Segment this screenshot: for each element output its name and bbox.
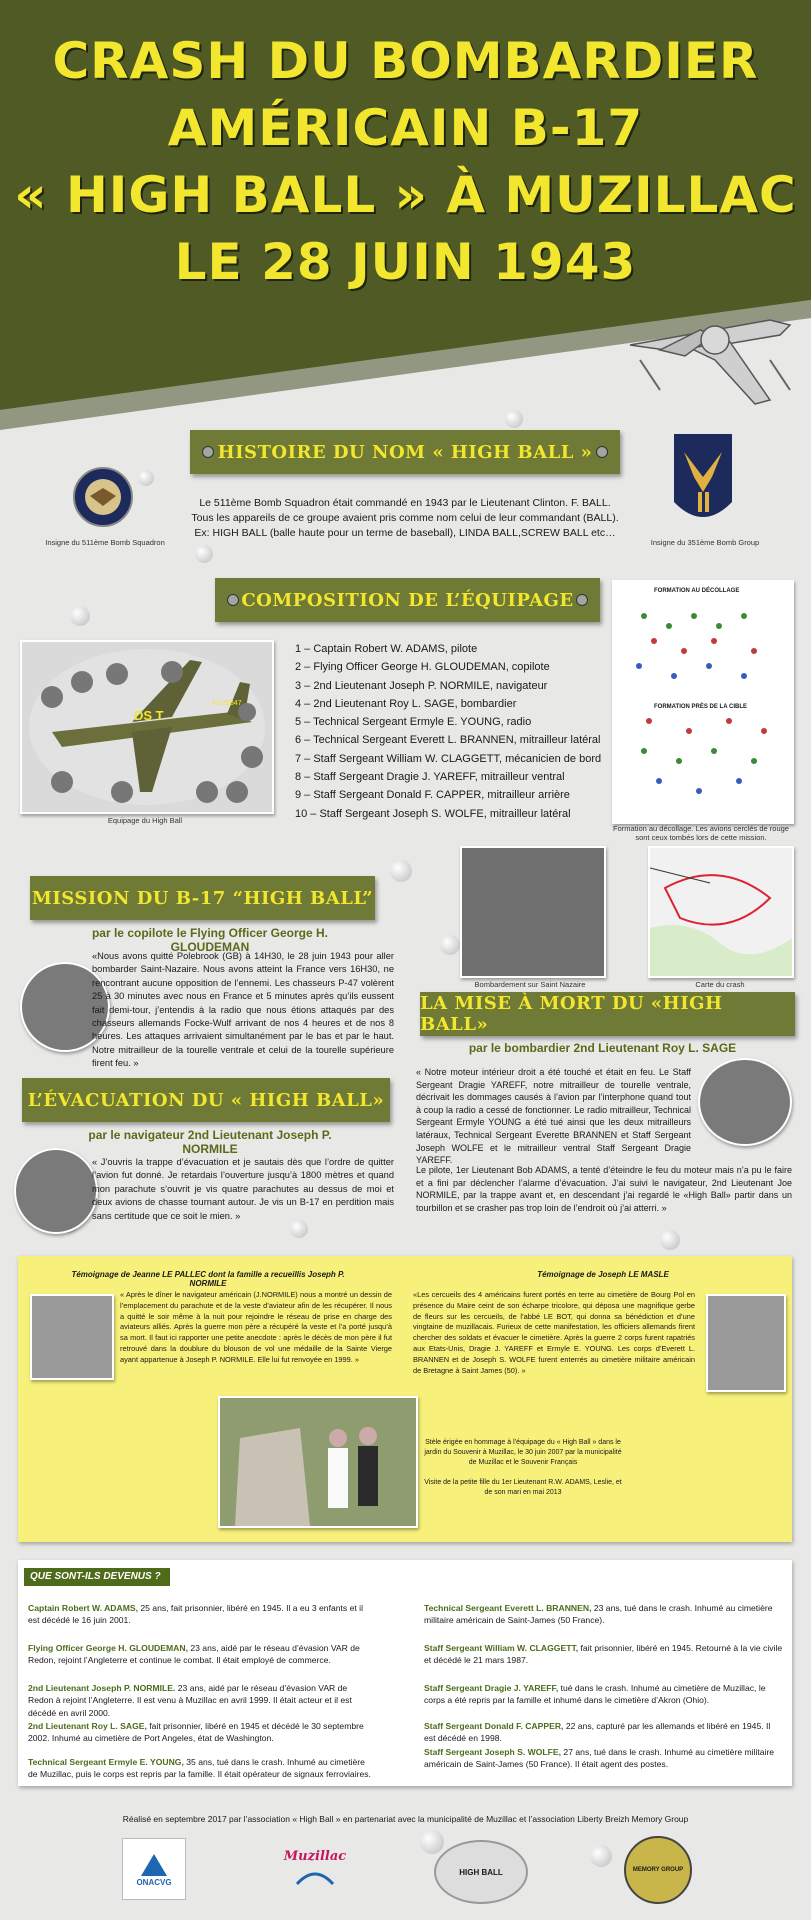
footer-credit: Réalisé en septembre 2017 par l’association « High Ball » en partenariat avec la municipalité de Muzillac et l’association Liberty Breizh Memory Group bbox=[122, 1814, 689, 1824]
bubble-decoration bbox=[195, 545, 213, 563]
stele-drawing bbox=[220, 1398, 416, 1526]
le-masle-photo bbox=[706, 1294, 786, 1392]
histoire-line: Tous les appareils de ce groupe avaient pris comme nom celui de leur commandant (BALL). bbox=[191, 512, 619, 524]
histoire-heading: HISTOIRE DU NOM « HIGH BALL » bbox=[217, 441, 593, 463]
crew-photo bbox=[20, 640, 274, 814]
crew-member: 10 – Staff Sergeant Joseph S. WOLFE, mitrailleur latéral bbox=[295, 807, 571, 820]
crew-member: 8 – Staff Sergeant Dragie J. YAREFF, mitrailleur ventral bbox=[295, 771, 565, 784]
title-line: LE 28 JUIN 1943 bbox=[174, 233, 637, 291]
right-testimony-title: Témoignage de Joseph LE MASLE bbox=[537, 1270, 669, 1279]
muzillac-emblem-icon bbox=[295, 1864, 335, 1888]
mise-a-mort-heading: LA MISE À MORT DU «HIGH BALL» bbox=[420, 993, 723, 1035]
memory-group-logo bbox=[624, 1836, 692, 1904]
visit-caption: Visite de la petite fille du 1er Lieutenant R.W. ADAMS, Leslie, et de son mari en mai 2013 bbox=[424, 1479, 622, 1496]
fate-text: fait prisonnier, libéré en 1945. Retourné à la vie civile et décédé le 21 mars 1987. bbox=[424, 1643, 783, 1666]
crew-member: 6 – Technical Sergeant Everett L. BRANNEN, mitrailleur latéral bbox=[295, 734, 601, 747]
what-became-panel bbox=[18, 1560, 792, 1786]
stele-photo bbox=[218, 1396, 418, 1528]
bubble-decoration bbox=[138, 470, 154, 486]
fate-item bbox=[28, 1682, 373, 1719]
bubble-decoration bbox=[660, 1230, 680, 1250]
equipage-banner bbox=[215, 578, 600, 622]
fate-text: fait prisonnier, libéré en 1945 et décédé le 30 septembre 2002. Inhumé au cimetière de Port Angeles, état de Washington. bbox=[28, 1721, 364, 1744]
crew-member: 9 – Staff Sergeant Donald F. CAPPER, mitrailleur arrière bbox=[295, 789, 570, 802]
saint-nazaire-photo bbox=[460, 846, 606, 978]
plane-marking: DS T bbox=[134, 708, 164, 723]
crew-list bbox=[295, 640, 601, 823]
title-line: AMÉRICAIN B-17 bbox=[167, 99, 644, 157]
fate-text: tué dans le crash. Inhumé au cimetière de Muzillac, le corps a été repris par la famille et inhumé dans le cimetière d’Akron (Ohio). bbox=[424, 1683, 766, 1706]
fate-name: Captain Robert W. ADAMS, bbox=[28, 1603, 138, 1613]
fate-text: 23 ans, aidé par le réseau d’évasion VAR de Redon à rejoint l’Angleterre. Il est venu à Muzillac en avril 1999. Il était acteur et il est décédé en avril 2000. bbox=[28, 1683, 352, 1718]
crew-photo-caption: Equipage du High Ball bbox=[107, 816, 183, 825]
fate-text: 35 ans, tué dans le crash. Inhumé au cimetière de Muzillac, puis le corps est repris par la famille. Il était opérateur de signaux ferroviaires. bbox=[28, 1757, 371, 1780]
fate-name: Technical Sergeant Everett L. BRANNEN, bbox=[424, 1603, 592, 1613]
sage-portrait bbox=[698, 1058, 792, 1146]
mise-a-mort-text1: « Notre moteur intérieur droit a été touché et était en feu. Le Staff Sergeant Dragie YAREFF, notre mitrailleur de tourelle ventrale, décrivait les dommages causés à l’avion par l’interphone quand tout à coup la radio a cessé de fonctionner. Le radio mitrailleur, Technical Sergeant Ermyle YOUNG a été tué ainsi que les deux mitrailleurs latéraux, Technical Sergeant Everette BRANNEN et Staff Sergeant Joseph WOLFE et le mitrailleur ventral Staff Sergeant Dragie YAREFF. bbox=[416, 1067, 691, 1166]
bubble-decoration bbox=[590, 1845, 612, 1867]
crash-map-drawing bbox=[650, 848, 792, 976]
fate-name: 2nd Lieutenant Joseph P. NORMILE. bbox=[28, 1683, 176, 1693]
fate-name: Flying Officer George H. GLOUDEMAN, bbox=[28, 1643, 188, 1653]
left-testimony-text: « Après le dîner le navigateur américain (J.NORMILE) nous a montré un dessin de l’emplacement du parachute et de la veste d’aviateur afin de les récupérer. Il nous a quitté le soir même à la nuit pour rejoindre le réseau de prise en charge des aviateurs alliés. Après la guerre mon père a récupéré la veste et l’a porté jusqu’à sa mort. Il faut ici rapporter une petite anecdote : après le décès de mon père il fut retrouvé dans la doublure du blouson de vol une médaille de la Sainte Vierge ayant appartenue à Joseph P. NORMILE. Elle lui fut renvoyée en 1999. » bbox=[120, 1290, 392, 1364]
crash-map bbox=[648, 846, 794, 978]
onacvg-logo bbox=[122, 1838, 186, 1900]
crew-member: 7 – Staff Sergeant William W. CLAGGETT, mécanicien de bord bbox=[295, 752, 602, 765]
testimonies-panel bbox=[18, 1256, 792, 1542]
histoire-text bbox=[180, 496, 630, 541]
crew-member: 3 – 2nd Lieutenant Joseph P. NORMILE, navigateur bbox=[295, 679, 548, 692]
crew-member: 4 – 2nd Lieutenant Roy L. SAGE, bombardier bbox=[295, 697, 517, 710]
formation-mid-label: FORMATION PRÈS DE LA CIBLE bbox=[654, 704, 747, 710]
mission-subtitle: par le copilote le Flying Officer George H. GLOUDEMAN bbox=[91, 926, 329, 954]
title-line: CRASH DU BOMBARDIER bbox=[52, 32, 759, 90]
bubble-decoration bbox=[70, 606, 90, 626]
memory-group-logo-text: MEMORY GROUP bbox=[632, 1867, 684, 1873]
histoire-line: Le 511ème Bomb Squadron était commandé en 1943 par le Lieutenant Clinton. F. BALL. bbox=[199, 497, 611, 509]
mise-a-mort-banner bbox=[420, 992, 795, 1036]
evacuation-banner bbox=[22, 1078, 390, 1122]
high-ball-logo-text: HIGH BALL bbox=[459, 1867, 503, 1877]
right-testimony-text: «Les cercueils des 4 américains furent portés en terre au cimetière de Bourg Pol en présence du Maire ceint de son écharpe tricolore, qui déposa une magnifique gerbe de fleurs sur les cercueils, de l’abbé LE BOT, qui donna sa bénédiction et d’une vingtaine de muzillacais. Furieux de cette manifestation, les officiers allemands firent chercher des soldats et évacuer le cimetière. Après la guerre 2 corps furent rapatriés aux Etats-Unis, Dragie J. YAREFF et Ermyle E. YOUNG. Les corps d’Everett L. BRANNEN et de Joseph S. WOLFE furent enterrés au cimetière militaire américain de Bretagne à Saint James (50). » bbox=[413, 1290, 695, 1375]
le-pallec-photo bbox=[30, 1294, 114, 1380]
bubble-decoration bbox=[390, 860, 412, 882]
title-line: « HIGH BALL » À MUZILLAC bbox=[14, 166, 797, 224]
fate-name: 2nd Lieutenant Roy L. SAGE, bbox=[28, 1721, 147, 1731]
page-title bbox=[0, 28, 811, 296]
muzillac-logo bbox=[282, 1836, 348, 1900]
fate-text: 23 ans, tué dans le crash. Inhumé au cimetière militaire américain de Saint-James (50 France). bbox=[424, 1603, 773, 1626]
b17-illustration bbox=[22, 642, 272, 812]
onacvg-icon bbox=[139, 1852, 169, 1878]
squadron-insignia-caption: Insigne du 511ème Bomb Squadron bbox=[45, 538, 165, 547]
evacuation-heading: L’ÉVACUATION DU « HIGH BALL» bbox=[27, 1089, 385, 1111]
fate-item bbox=[28, 1720, 373, 1745]
what-became-heading: QUE SONT-ILS DEVENUS ? bbox=[24, 1568, 170, 1586]
mise-a-mort-subtitle: par le bombardier 2nd Lieutenant Roy L. SAGE bbox=[468, 1041, 737, 1055]
onacvg-logo-text: ONACVG bbox=[136, 1877, 172, 1887]
fate-name: Staff Sergeant Donald F. CAPPER, bbox=[424, 1721, 564, 1731]
fate-item bbox=[424, 1720, 784, 1745]
fate-text: 25 ans, fait prisonnier, libéré en 1945. Il a eu 3 enfants et il est décédé le 16 juin 2001. bbox=[28, 1603, 363, 1626]
fate-name: Staff Sergeant Joseph S. WOLFE, bbox=[424, 1747, 562, 1757]
formation-top-label: FORMATION AU DÉCOLLAGE bbox=[654, 588, 740, 594]
fate-item bbox=[424, 1682, 784, 1707]
crew-member: 1 – Captain Robert W. ADAMS, pilote bbox=[295, 643, 478, 655]
fate-item bbox=[424, 1602, 784, 1627]
mission-text: «Nous avons quitté Polebrook (GB) à 14H30, le 28 juin 1943 pour aller bombarder Saint-Nazaire. Nous avons atteint la France vers 16H30, ne rencontrant aucune opposition de l’ennemi. Les chasseurs P-47 volèrent 25 à 30 minutes avec nous en France et 5 minutes après qu’ils eussent fait demi-tour, j’entendis à la radio que nous étions attaqués par des chasseurs allemands Focke-Wulf arrivant de nos 4 heures et de nos 8 heures. Les attaques arrivaient simultanément par le bas et par le haut. Notre mitrailleur de la tourelle ventrale et celui de la tourelle supérieure firent feu. » bbox=[92, 951, 394, 1069]
crew-member: 5 – Technical Sergeant Ermyle E. YOUNG, radio bbox=[295, 716, 532, 729]
plane-silhouette-icon bbox=[620, 300, 810, 420]
bubble-decoration bbox=[420, 1830, 444, 1854]
fate-name: Staff Sergeant William W. CLAGGETT, bbox=[424, 1643, 579, 1653]
fate-item bbox=[28, 1642, 373, 1667]
formation-diagram bbox=[612, 580, 794, 824]
evacuation-subtitle: par le navigateur 2nd Lieutenant Joseph P. NORMILE bbox=[88, 1128, 332, 1156]
left-testimony-title: Témoignage de Jeanne LE PALLEC dont la famille a recueillis Joseph P. NORMILE bbox=[71, 1270, 345, 1288]
mission-banner bbox=[30, 876, 375, 920]
high-ball-logo bbox=[434, 1840, 528, 1904]
fate-name: Technical Sergeant Ermyle E. YOUNG, bbox=[28, 1757, 184, 1767]
fate-text: 27 ans, tué dans le crash. Inhumé au cimetière militaire américain de Saint-James (50 France). Il était agent des postes. bbox=[424, 1747, 775, 1770]
formation-plot bbox=[614, 596, 792, 806]
mission-heading: MISSION DU B-17 “HIGH BALL” bbox=[31, 887, 374, 909]
normile-portrait bbox=[14, 1148, 98, 1234]
crew-member: 2 – Flying Officer George H. GLOUDEMAN, copilote bbox=[295, 661, 550, 674]
histoire-banner bbox=[190, 430, 620, 474]
fate-text: 22 ans, capturé par les allemands et libéré en 1945. Il est décédé en 1998. bbox=[424, 1721, 771, 1744]
crash-map-caption: Carte du crash bbox=[695, 980, 745, 989]
saint-nazaire-caption: Bombardement sur Saint Nazaire bbox=[474, 980, 586, 989]
evacuation-text: « J’ouvris la trappe d’évacuation et je sautais dès que l’ordre de quitter l’avion fut donné. Je retardais l’ouverture jusqu’à 1800 mètres et quand mon parachute s’ouvrit je vis quatre parachutes au dessus de moi et deux avions de chasse tournant autour. Je vis un B-17 en perdition mais sans certitude que ce soit le mien. » bbox=[92, 1157, 394, 1221]
histoire-line: Ex: HIGH BALL (balle haute pour un terme de baseball), LINDA BALL,SCREW BALL etc… bbox=[194, 527, 616, 539]
bubble-decoration bbox=[440, 935, 460, 955]
mise-a-mort-text2: Le pilote, 1er Lieutenant Bob ADAMS, a tenté d’éteindre le feu du moteur mais n’a pu le faire et a fini par déclencher l’alarme d’évacuation. J’ai suivi le navigateur, 2nd Lieutenant Joe NORMILE, par la trappe avant et, en descendant j’ai regardé le «High Ball» partir dans un tourbillon et se crasher pas trop loin de l’endroit où j’ai atterri. » bbox=[416, 1165, 792, 1213]
fate-item bbox=[424, 1642, 784, 1667]
muzillac-logo-text: Muzillac bbox=[283, 1848, 347, 1864]
fate-text: 23 ans, aidé par le réseau d’évasion VAR de Redon, rejoint l’Angleterre et continue le combat. Il était employé de commerce. bbox=[28, 1643, 360, 1666]
fate-name: Staff Sergeant Dragie J. YAREFF, bbox=[424, 1683, 559, 1693]
bomb-group-insignia-icon bbox=[672, 432, 734, 532]
bomb-group-insignia-caption: Insigne du 351ème Bomb Group bbox=[650, 538, 760, 547]
bubble-decoration bbox=[505, 410, 523, 428]
header bbox=[0, 0, 811, 430]
fate-item bbox=[28, 1756, 373, 1781]
equipage-heading: COMPOSITION DE L’ÉQUIPAGE bbox=[241, 589, 574, 611]
fate-item bbox=[424, 1746, 784, 1771]
fate-item bbox=[28, 1602, 373, 1627]
squadron-insignia-icon bbox=[72, 466, 134, 528]
plane-serial: 42-29847 bbox=[212, 700, 242, 707]
stele-caption: Stèle érigée en hommage à l’équipage du « High Ball » dans le jardin du Souvenir à Muzillac, le 30 juin 2007 par la municipalité de Muzillac et le Souvenir Français bbox=[424, 1439, 622, 1466]
formation-caption: Formation au décollage. Les avions cerclés de rouge sont ceux tombés lors de cette mission. bbox=[613, 824, 789, 842]
